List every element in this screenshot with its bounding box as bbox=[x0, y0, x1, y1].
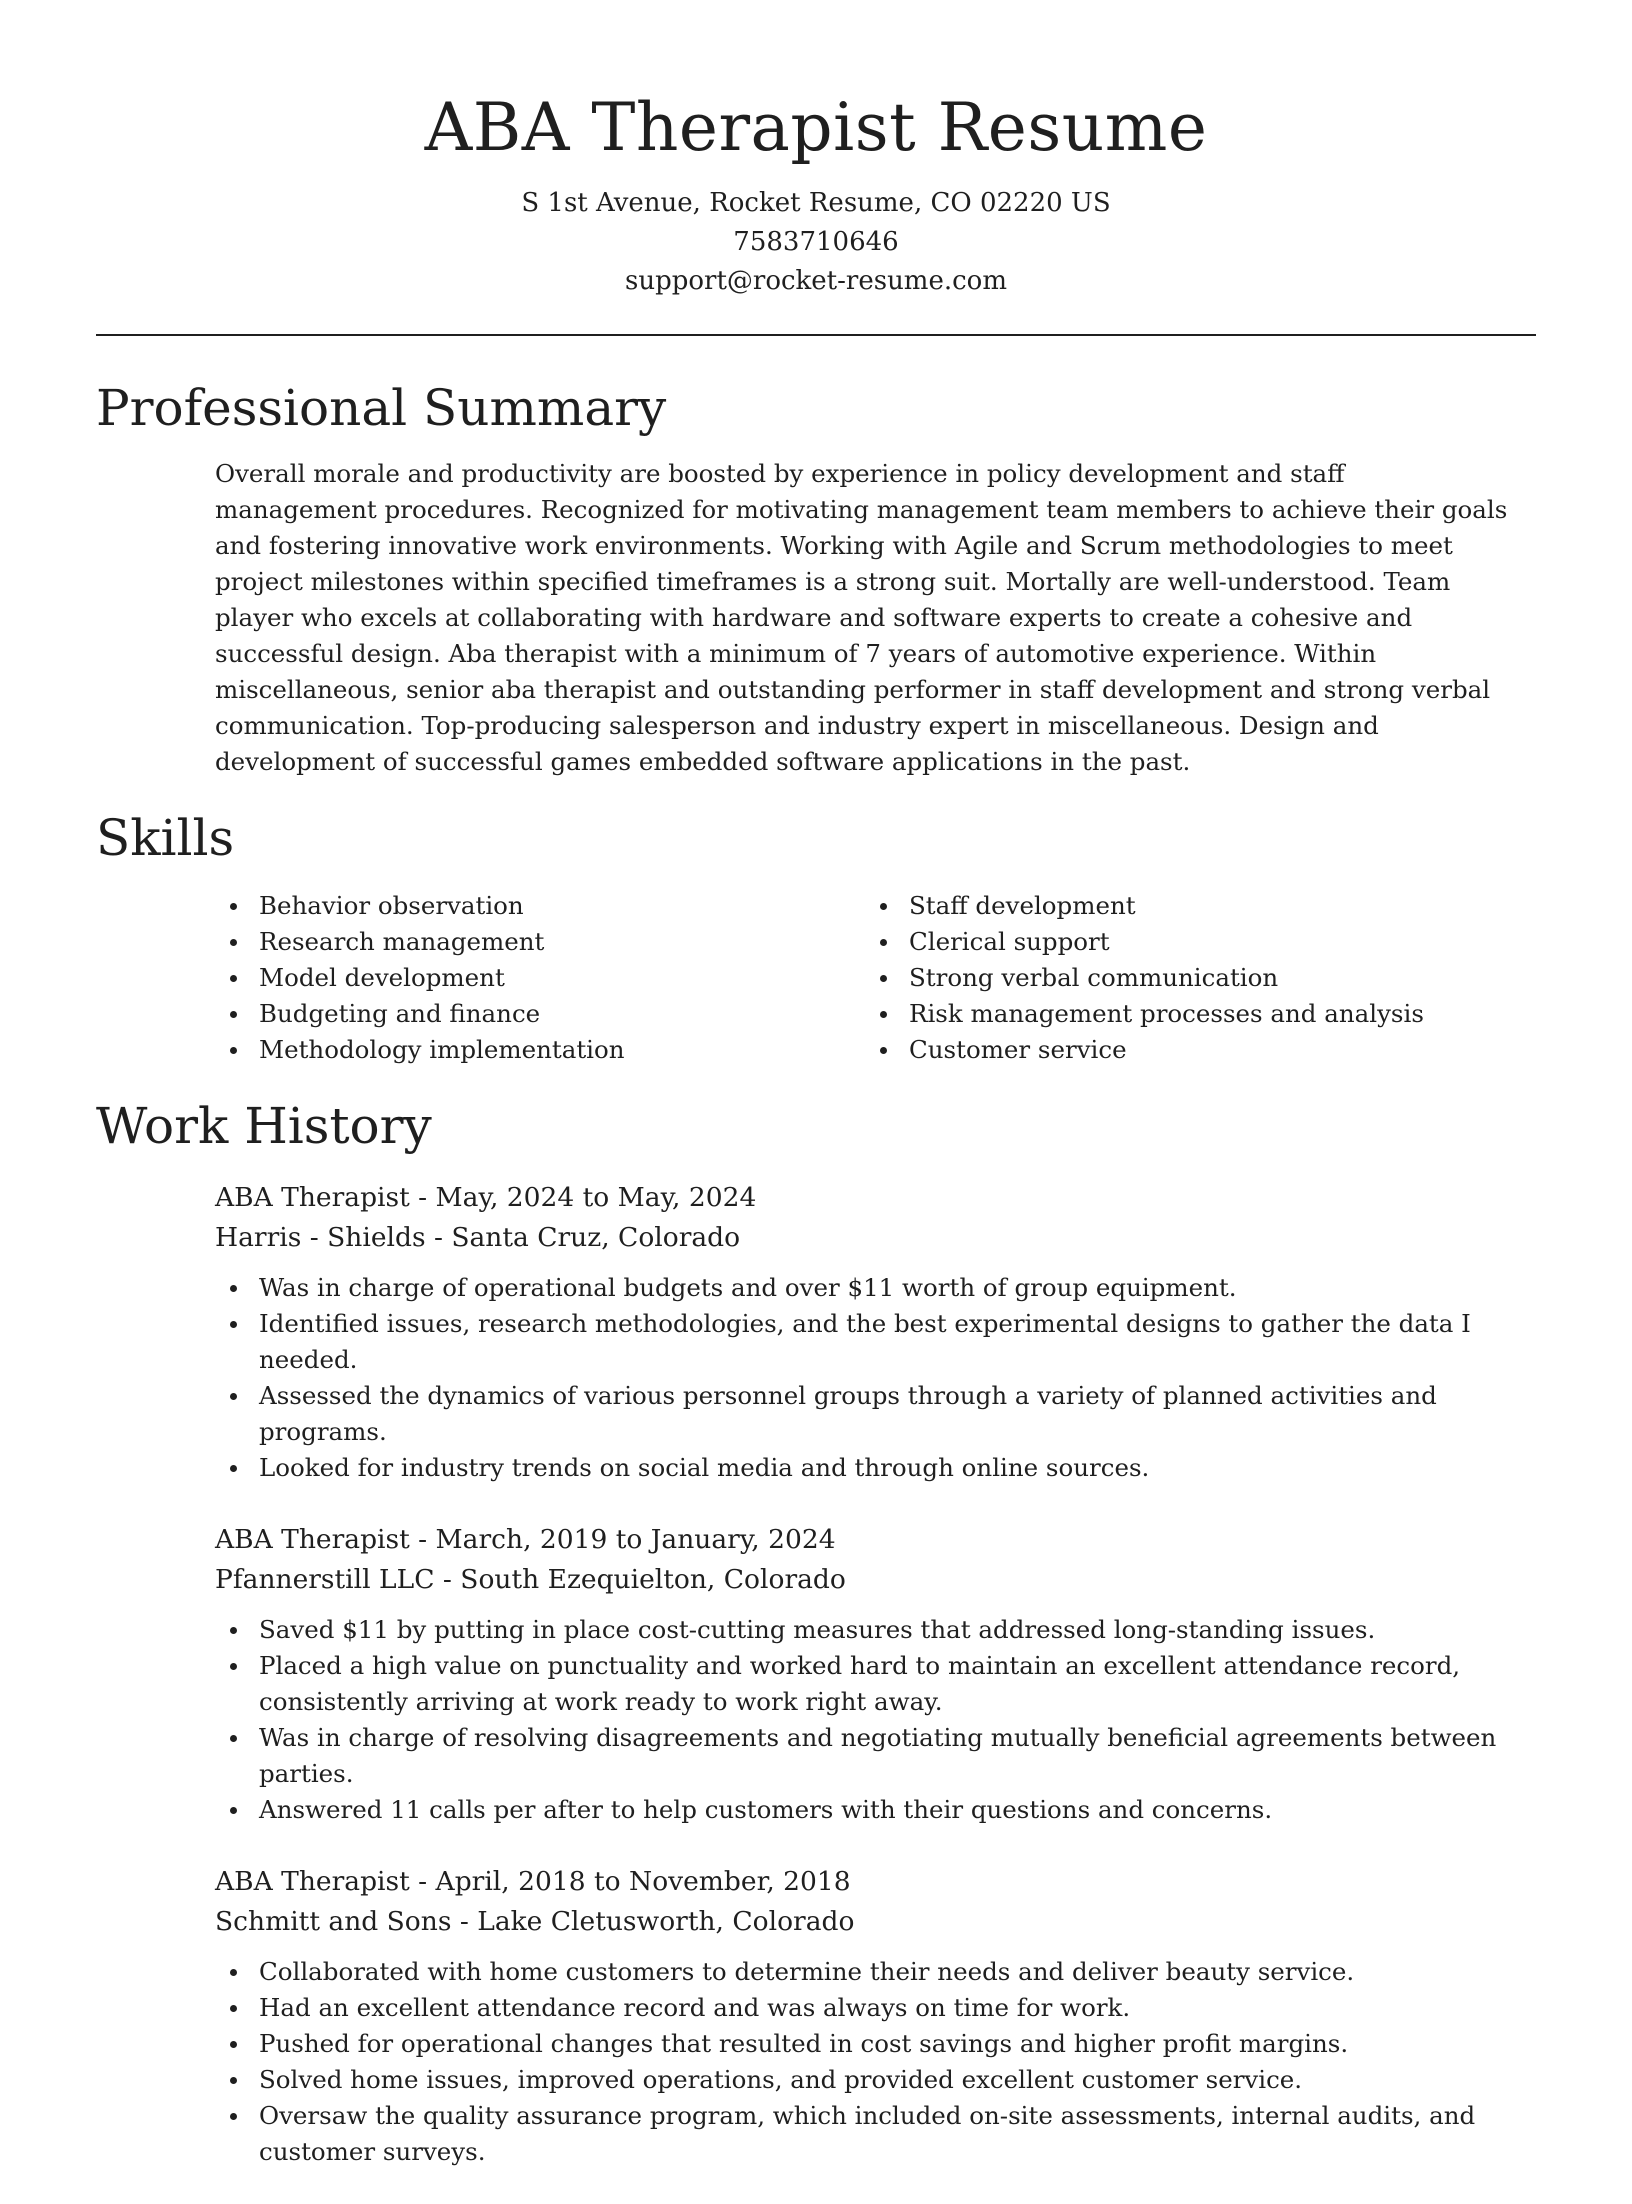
contact-address: S 1st Avenue, Rocket Resume, CO 02220 US bbox=[521, 188, 1111, 218]
job-bullet: Had an excellent attendance record and was always on time for work. bbox=[215, 1990, 1536, 2026]
skill-item: Model development bbox=[215, 960, 865, 996]
job-bullet: Oversaw the quality assurance program, which included on-site assessments, internal audits, and customer surveys. bbox=[215, 2098, 1536, 2170]
job-bullets bbox=[215, 1270, 1536, 1486]
skill-item: Clerical support bbox=[865, 924, 1515, 960]
skill-item: Customer service bbox=[865, 1032, 1515, 1068]
contact-block bbox=[96, 184, 1536, 301]
job-bullet: Placed a high value on punctuality and worked hard to maintain an excellent attendance record, consistently arriving at work ready to work right away. bbox=[215, 1648, 1536, 1720]
skill-item: Methodology implementation bbox=[215, 1032, 865, 1068]
skill-item: Strong verbal communication bbox=[865, 960, 1515, 996]
job-bullet: Assessed the dynamics of various personnel groups through a variety of planned activities and programs. bbox=[215, 1378, 1536, 1450]
job-bullet: Pushed for operational changes that resulted in cost savings and higher profit margins. bbox=[215, 2026, 1536, 2062]
skills-columns bbox=[215, 888, 1536, 1068]
summary-text: Overall morale and productivity are boosted by experience in policy development and staff management procedures. Recognized for motivating management team members to achieve their goals and fostering innovative work environments. Working with Agile and Scrum methodologies to meet project milestones within specified timeframes is a strong suit. Mortally are well-understood. Team player who excels at collaborating with hardware and software experts to create a cohesive and successful design. Aba therapist with a minimum of 7 years of automotive experience. Within miscellaneous, senior aba therapist and outstanding performer in staff development and strong verbal communication. Top-producing salesperson and industry expert in miscellaneous. Design and development of successful games embedded software applications in the past. bbox=[215, 459, 1508, 776]
resume-title: ABA Therapist Resume bbox=[424, 89, 1208, 166]
job-entry bbox=[215, 1862, 1536, 2170]
work-history-list bbox=[215, 1178, 1536, 2170]
job-company-line: Pfannerstill LLC - South Ezequielton, Colorado bbox=[215, 1564, 846, 1595]
job-bullets bbox=[215, 1612, 1536, 1828]
job-bullet: Was in charge of resolving disagreements and negotiating mutually beneficial agreements between parties. bbox=[215, 1720, 1536, 1792]
job-title-line: ABA Therapist - May, 2024 to May, 2024 bbox=[215, 1182, 757, 1213]
contact-email: support@rocket-resume.com bbox=[624, 266, 1007, 296]
job-bullet: Saved $11 by putting in place cost-cutting measures that addressed long-standing issues. bbox=[215, 1612, 1536, 1648]
skills-right-column bbox=[865, 888, 1515, 1068]
contact-phone: 7583710646 bbox=[733, 227, 899, 257]
skills-heading: Skills bbox=[96, 809, 235, 867]
summary-heading: Professional Summary bbox=[96, 379, 667, 437]
job-bullet: Answered 11 calls per after to help customers with their questions and concerns. bbox=[215, 1792, 1536, 1828]
job-bullet: Identified issues, research methodologies, and the best experimental designs to gather the data I needed. bbox=[215, 1306, 1536, 1378]
job-entry bbox=[215, 1520, 1536, 1828]
skills-left-column bbox=[215, 888, 865, 1068]
skill-item: Budgeting and finance bbox=[215, 996, 865, 1032]
header-divider bbox=[96, 334, 1536, 336]
skill-item: Staff development bbox=[865, 888, 1515, 924]
job-company-line: Schmitt and Sons - Lake Cletusworth, Colorado bbox=[215, 1906, 855, 1937]
resume-page bbox=[96, 0, 1536, 2204]
job-bullets bbox=[215, 1954, 1536, 2170]
job-company-line: Harris - Shields - Santa Cruz, Colorado bbox=[215, 1222, 741, 1253]
job-title-line: ABA Therapist - April, 2018 to November, 2018 bbox=[215, 1866, 851, 1897]
job-entry bbox=[215, 1178, 1536, 1486]
work-history-heading: Work History bbox=[96, 1097, 432, 1155]
skill-item: Research management bbox=[215, 924, 865, 960]
job-bullet: Collaborated with home customers to determine their needs and deliver beauty service. bbox=[215, 1954, 1536, 1990]
skill-item: Risk management processes and analysis bbox=[865, 996, 1515, 1032]
job-bullet: Looked for industry trends on social media and through online sources. bbox=[215, 1450, 1536, 1486]
job-title-line: ABA Therapist - March, 2019 to January, 2024 bbox=[215, 1524, 836, 1555]
skill-item: Behavior observation bbox=[215, 888, 865, 924]
job-bullet: Was in charge of operational budgets and over $11 worth of group equipment. bbox=[215, 1270, 1536, 1306]
job-bullet: Solved home issues, improved operations, and provided excellent customer service. bbox=[215, 2062, 1536, 2098]
